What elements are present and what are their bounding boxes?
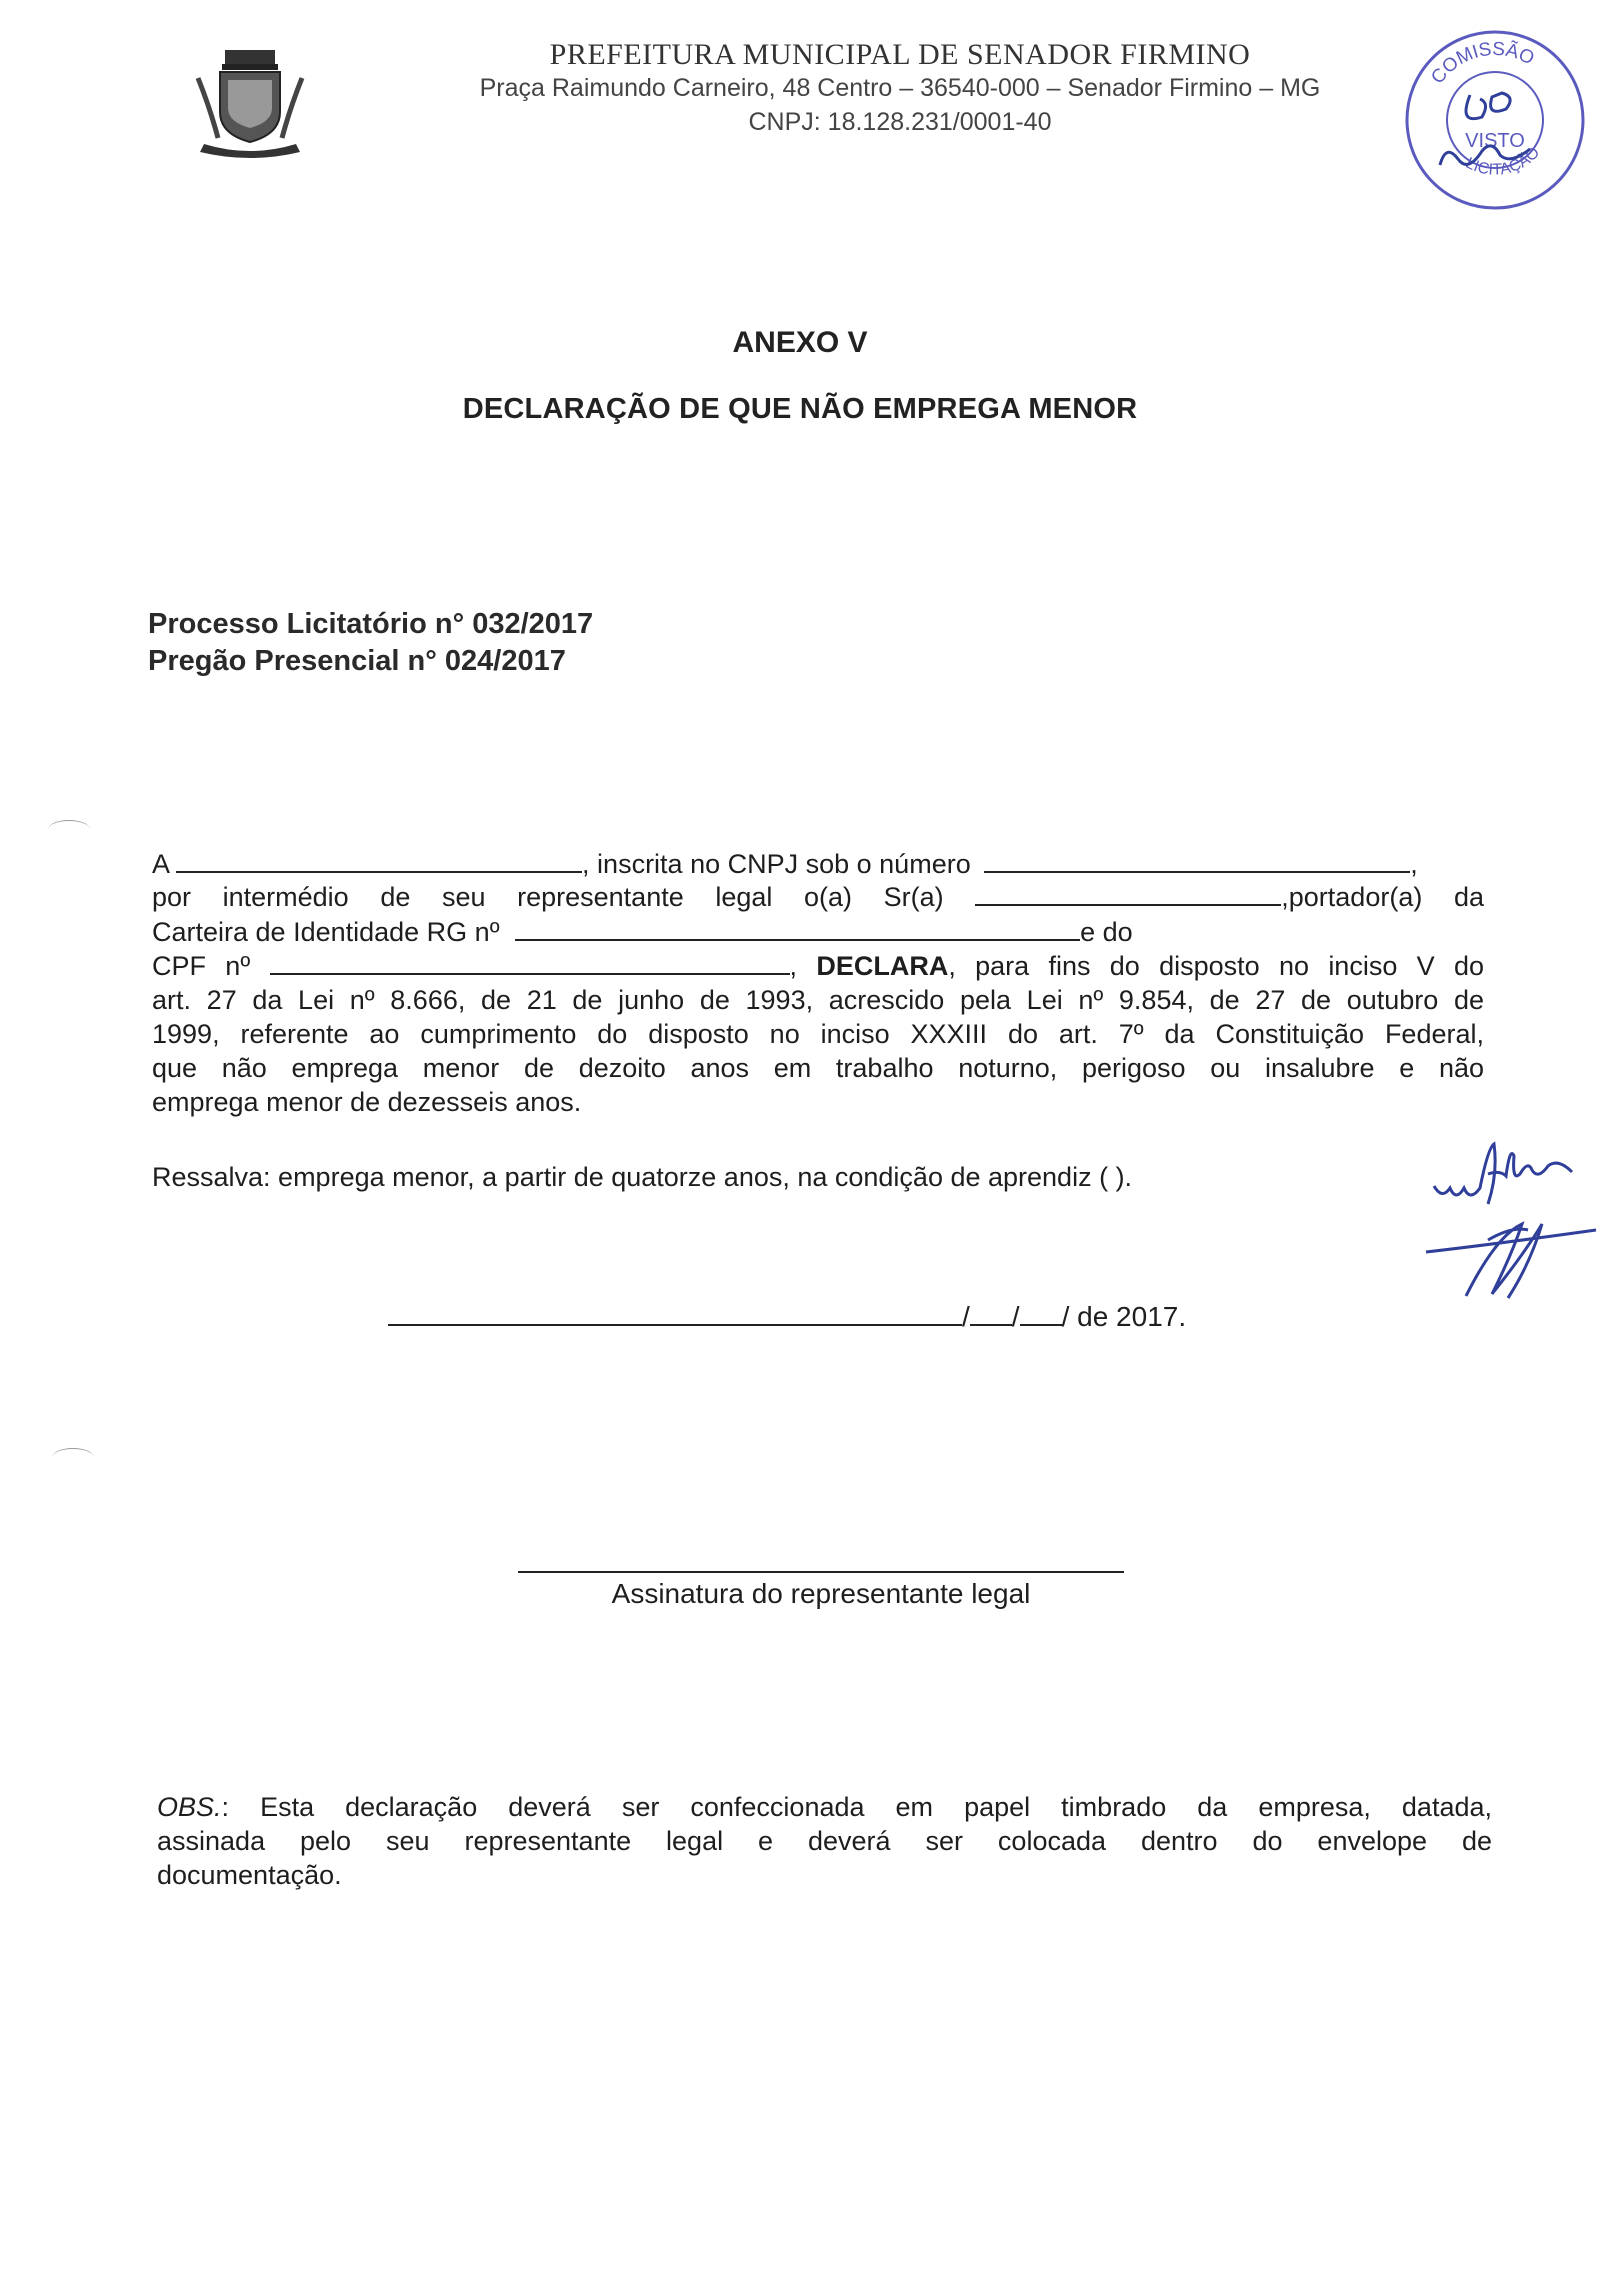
pregao-number: Pregão Presencial n° 024/2017 (148, 645, 566, 677)
obs-line-2: assinada pelo seu representante legal e deverá ser colocada dentro do envelope de (157, 1826, 1492, 1856)
obs-label: OBS. (157, 1792, 222, 1822)
stamp-middle-text: VISTO (1465, 130, 1525, 152)
scan-mark (48, 820, 90, 839)
stamp-bottom-text: LICITAÇÃO (1462, 144, 1544, 179)
signature-line[interactable] (518, 1571, 1124, 1573)
cnpj-field[interactable] (984, 847, 1410, 873)
representative-name-field[interactable] (975, 880, 1281, 906)
declaration-line-4: CPF nº , DECLARA, para fins do disposto no inciso V do (152, 951, 1484, 981)
header-cnpj: CNPJ: 18.128.231/0001-40 (748, 108, 1052, 136)
place-field[interactable] (388, 1300, 962, 1326)
day-field[interactable] (970, 1300, 1012, 1326)
annex-title: ANEXO V (732, 326, 868, 359)
header-title: PREFEITURA MUNICIPAL DE SENADOR FIRMINO (549, 38, 1251, 71)
ressalva-text: Ressalva: emprega menor, a partir de quatorze anos, na condição de aprendiz ( ). (152, 1162, 1133, 1192)
declaration-line-5: art. 27 da Lei nº 8.666, de 21 de junho de 1993, acrescido pela Lei nº 9.854, de 27 de outubro de (152, 985, 1484, 1015)
scan-mark (52, 1448, 94, 1467)
stamp-top-text: COMISSÃO (1427, 38, 1538, 89)
date-line: / / / de 2017. (388, 1300, 1186, 1333)
obs-line-1: OBS.: Esta declaração deverá ser confeccionada em papel timbrado da empresa, datada, (157, 1792, 1492, 1822)
coat-of-arms-icon (190, 48, 310, 158)
process-number: Processo Licitatório n° 032/2017 (148, 608, 594, 640)
signature-label: Assinatura do representante legal (611, 1578, 1031, 1609)
declaration-line-3: Carteira de Identidade RG nº e do (152, 917, 1133, 947)
declaration-line-8: emprega menor de dezesseis anos. (152, 1087, 582, 1117)
declaration-title: DECLARAÇÃO DE QUE NÃO EMPREGA MENOR (462, 393, 1138, 425)
rg-field[interactable] (515, 915, 1080, 941)
declaration-line-7: que não emprega menor de dezoito anos em trabalho noturno, perigoso ou insalubre e não (152, 1053, 1484, 1083)
commission-stamp-icon (1400, 25, 1590, 215)
declaration-line-2: por intermédio de seu representante legal o(a) Sr(a) ,portador(a) da (152, 882, 1484, 912)
declaration-line-1: A , inscrita no CNPJ sob o número , (152, 849, 1418, 879)
declaration-line-6: 1999, referente ao cumprimento do disposto no inciso XXXIII do art. 7º da Constituição Federal, (152, 1019, 1484, 1049)
handwritten-rubric-icon (1418, 1120, 1600, 1340)
cpf-field[interactable] (270, 949, 790, 975)
company-name-field[interactable] (176, 847, 582, 873)
month-field[interactable] (1020, 1300, 1062, 1326)
obs-line-3: documentação. (157, 1860, 342, 1890)
header-address: Praça Raimundo Carneiro, 48 Centro – 36540-000 – Senador Firmino – MG (479, 74, 1321, 102)
